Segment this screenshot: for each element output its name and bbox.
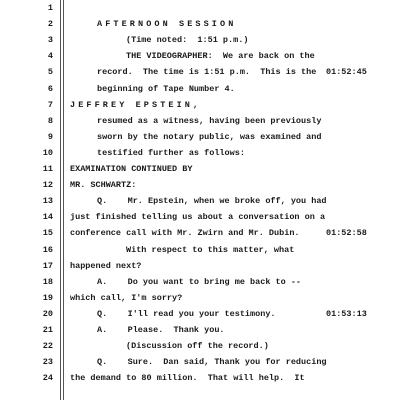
line-number: 22 [42,341,53,352]
line-number: 23 [42,357,53,368]
transcript-line [0,354,400,370]
transcript-line [0,0,400,16]
line-text: JEFFREY EPSTEIN, [70,99,202,110]
line-text: Q. Mr. Epstein, when we broke off, you had [97,196,327,207]
line-text: the demand to 80 million. That will help. It [70,373,305,384]
line-text: With respect to this matter, what [126,244,295,255]
line-text: (Time noted: 1:51 p.m.) [126,35,249,46]
transcript-line [0,306,400,322]
transcript-line [0,48,400,64]
transcript-line [0,370,400,386]
transcript-line [0,258,400,274]
line-text: testified further as follows: [97,147,245,158]
line-number: 4 [47,51,53,62]
transcript-line [0,242,400,258]
line-number: 19 [42,292,53,303]
line-text: A. Please. Thank you. [97,325,225,335]
line-number: 16 [42,244,53,255]
line-text: MR. SCHWARTZ: [70,180,137,191]
line-number: 9 [47,131,53,142]
line-number: 12 [42,180,53,191]
line-text: resumed as a witness, having been previously [97,115,322,126]
line-number: 3 [47,35,53,46]
line-text: beginning of Tape Number 4. [97,83,235,94]
line-number: 1 [47,3,53,13]
transcript-line [0,209,400,225]
timestamp: 01:53:13 [326,308,367,319]
line-number: 7 [47,99,53,110]
transcript-line [0,290,400,306]
transcript-line [0,81,400,97]
line-number: 17 [42,260,53,271]
line-text: happened next? [70,260,142,271]
line-number: 15 [42,228,53,239]
line-number: 13 [42,196,53,207]
line-text: THE VIDEOGRAPHER: We are back on the [126,51,315,62]
line-number: 14 [42,212,53,223]
line-number: 2 [47,19,53,30]
line-text: just finished telling us about a conversation on a [70,212,326,223]
line-number: 20 [42,308,53,319]
transcript-line [0,322,400,338]
line-number: 11 [42,164,53,174]
line-text: sworn by the notary public, was examined and [97,131,322,142]
transcript-line [0,129,400,145]
transcript-line [0,161,400,177]
line-text: EXAMINATION CONTINUED BY [70,164,193,174]
line-number: 18 [42,276,53,287]
line-text: (Discussion off the record.) [126,341,269,352]
line-text: AFTERNOON SESSION [97,19,237,30]
line-text: conference call with Mr. Zwirn and Mr. Dubin. [70,228,300,239]
transcript-line [0,274,400,290]
transcript-line [0,177,400,193]
line-number: 21 [42,325,53,335]
line-text: which call, I'm sorry? [70,292,183,303]
line-number: 8 [47,115,53,126]
transcript-line [0,193,400,209]
transcript-line [0,338,400,354]
transcript-line [0,32,400,48]
line-number: 10 [42,147,53,158]
transcript-line [0,16,400,32]
transcript-line [0,113,400,129]
timestamp: 01:52:58 [326,228,367,239]
line-text: Q. Sure. Dan said, Thank you for reducing [97,357,327,368]
line-number: 24 [42,373,53,384]
transcript-line [0,64,400,80]
line-number: 5 [47,67,53,78]
transcript-line [0,97,400,113]
transcript-line [0,145,400,161]
transcript-line [0,225,400,241]
line-text: A. Do you want to bring me back to -- [97,276,302,287]
timestamp: 01:52:45 [326,67,367,78]
line-text: record. The time is 1:51 p.m. This is the [97,67,317,78]
line-number: 6 [47,83,53,94]
line-text: Q. I'll read you your testimony. [97,308,276,319]
